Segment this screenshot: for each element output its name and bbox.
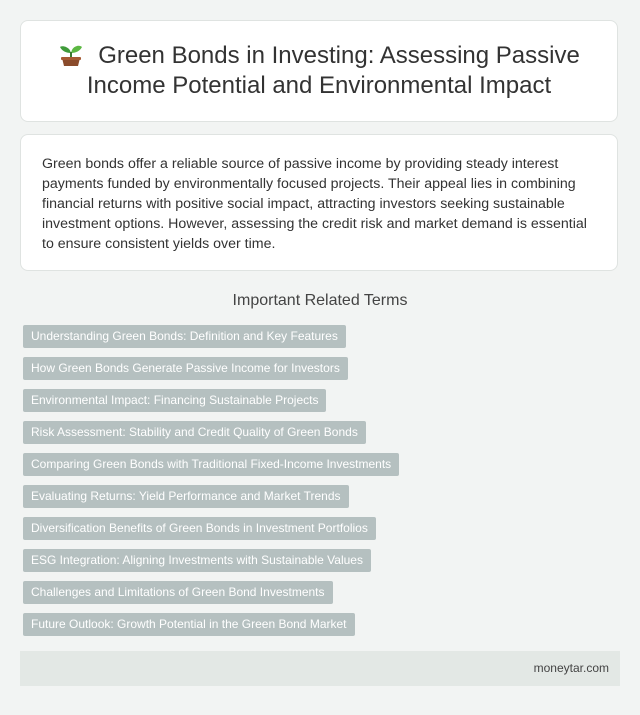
related-terms-list: [23, 325, 399, 645]
related-term-tag[interactable]: Diversification Benefits of Green Bonds in Investment Portfolios: [23, 517, 376, 540]
title-card: [20, 20, 618, 122]
related-term-tag[interactable]: How Green Bonds Generate Passive Income for Investors: [23, 357, 348, 380]
related-term-tag[interactable]: Environmental Impact: Financing Sustainable Projects: [23, 389, 326, 412]
sprout-icon: [58, 41, 84, 67]
footer-site-link[interactable]: moneytar.com: [533, 661, 609, 675]
related-term-tag[interactable]: ESG Integration: Aligning Investments with Sustainable Values: [23, 549, 371, 572]
page-title-text: Green Bonds in Investing: Assessing Passive Income Potential and Environmental Impact: [86, 42, 580, 99]
related-term-tag[interactable]: Challenges and Limitations of Green Bond Investments: [23, 581, 333, 604]
related-term-tag[interactable]: Future Outlook: Growth Potential in the Green Bond Market: [23, 613, 355, 636]
summary-text: Green bonds offer a reliable source of passive income by providing steady interest payments funded by environmentally focused projects. Their appeal lies in combining financial returns with positive social impact, attracting investors seeking sustainable investment options. However, assessing the credit risk and market demand is essential to ensure consistent yields over time.: [42, 156, 587, 252]
summary-card: [20, 134, 618, 271]
related-term-tag[interactable]: Risk Assessment: Stability and Credit Quality of Green Bonds: [23, 421, 366, 444]
related-term-tag[interactable]: Evaluating Returns: Yield Performance and Market Trends: [23, 485, 349, 508]
page-title: [49, 41, 589, 101]
footer: [20, 651, 620, 686]
related-terms-heading: Important Related Terms: [232, 292, 408, 309]
related-term-tag[interactable]: Comparing Green Bonds with Traditional Fixed-Income Investments: [23, 453, 399, 476]
related-term-tag[interactable]: Understanding Green Bonds: Definition and Key Features: [23, 325, 346, 348]
